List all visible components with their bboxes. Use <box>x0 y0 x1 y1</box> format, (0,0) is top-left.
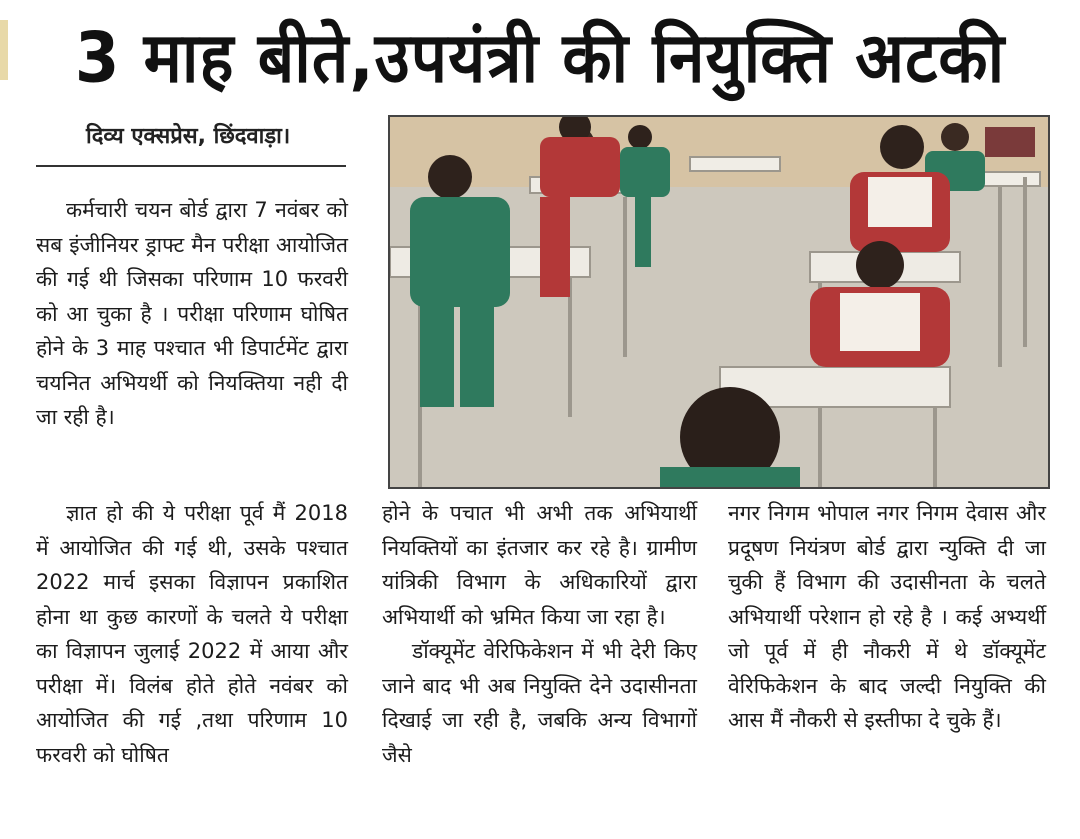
paragraph: कर्मचारी चयन बोर्ड द्वारा 7 नवंबर को सब इंजीनियर ड्राफ्ट मैन परीक्षा आयोजित की गई थी जिसका परिणाम 10 फरवरी को आ चुका है । परीक्षा परिणाम घोषित होने के 3 माह पश्चात भी डिपार्टमेंट द्वारा चयनित अभियर्थी को नियक्तिया नही दी जा रही है। <box>36 198 348 429</box>
article-column-1-bottom <box>36 496 348 772</box>
paragraph: डॉक्यूमेंट वेरिफिकेशन में भी देरी किए जाने बाद भी अब नियुक्ति देने उदासीनता दिखाई जा रही है, जबकि अन्य विभागों जैसे <box>382 639 697 767</box>
page-edge-mark <box>0 20 8 80</box>
paragraph: नगर निगम भोपाल नगर निगम देवास और प्रदूषण नियंत्रण बोर्ड द्वारा न्युक्ति दी जा चुकी हैं विभाग की उदासीनता के चलते अभियार्थी परेशान हो रहे है । कई अभ्यर्थी जो पूर्व में ही नौकरी में थे डॉक्यूमेंट वेरिफिकेशन के बाद जल्दी नियुक्ति की आस मैं नौकरी से इस्तीफा दे चुके हैं। <box>728 501 1046 732</box>
paragraph: ज्ञात हो की ये परीक्षा पूर्व मैं 2018 में आयोजित की गई थी, उसके पश्चात 2022 मार्च इसका विज्ञापन प्रकाशित होना था कुछ कारणों के चलते ये परीक्षा का विज्ञापन जुलाई 2022 में आया और परीक्षा में। विलंब होते होते नवंबर को आयोजित की गई ,तथा परिणाम 10 फरवरी को घोषित <box>36 501 348 767</box>
article-column-1-top <box>36 193 348 435</box>
headline: 3 माह बीते,उपयंत्री की नियुक्ति अटकी <box>74 19 1006 99</box>
dateline-rule <box>36 165 346 167</box>
article-column-2 <box>382 496 697 772</box>
paragraph: होने के पचात भी अभी तक अभियार्थी नियक्तियों का इंतजार कर रहे है। ग्रामीण यांत्रिकी विभाग के अधिकारियों द्वारा अभियार्थी को भ्रमित किया जा रहा है। <box>382 501 697 629</box>
exam-hall-photo <box>388 115 1050 489</box>
dateline: दिव्य एक्सप्रेस, छिंदवाड़ा। <box>86 124 291 149</box>
article-column-3 <box>728 496 1046 738</box>
